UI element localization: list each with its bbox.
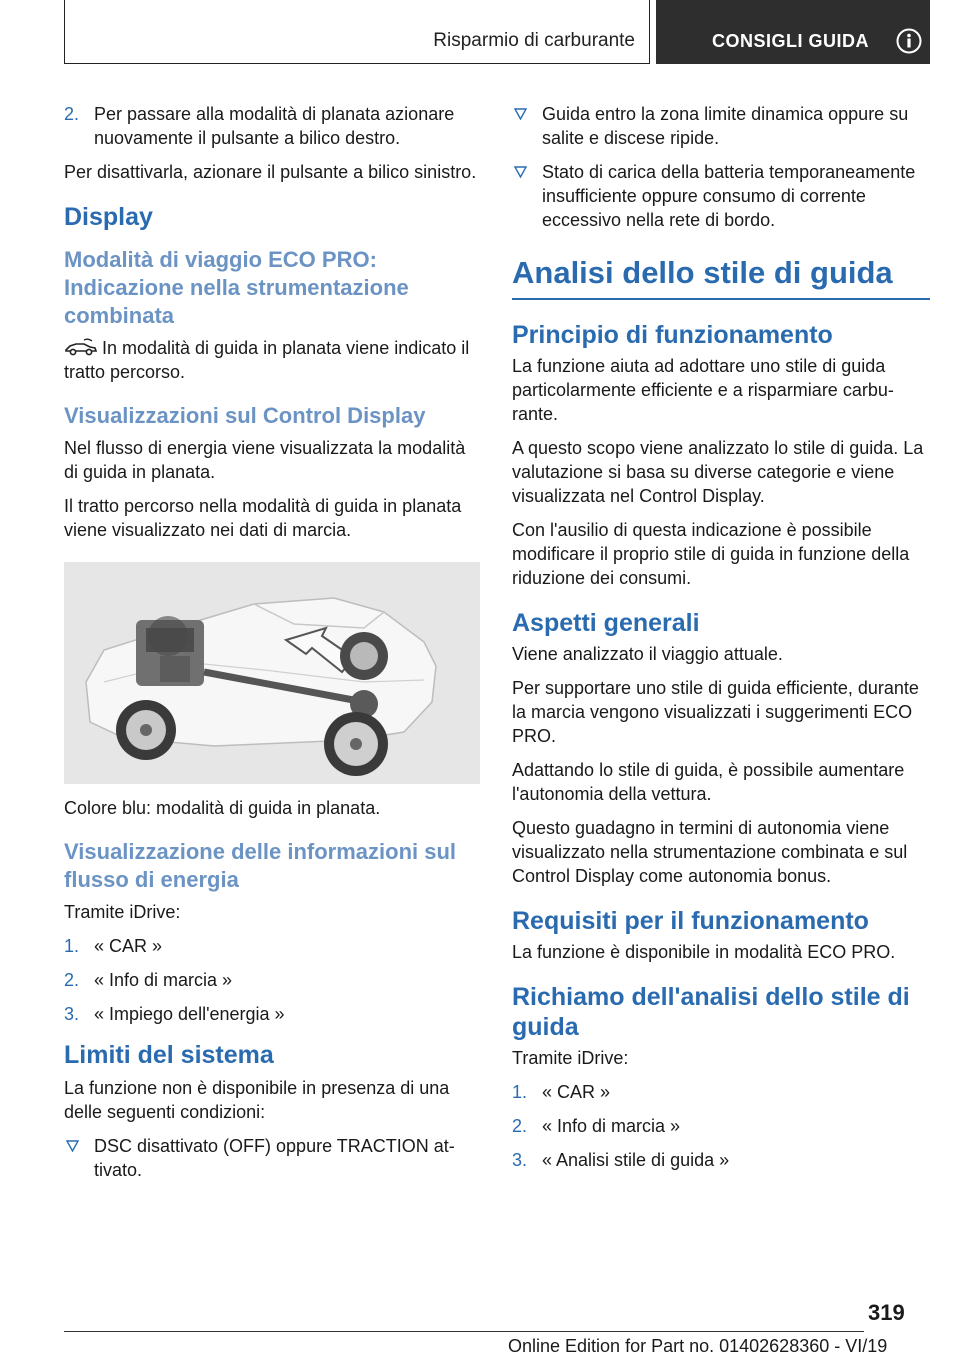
section-title-call: Richiamo dell'analisi dello stile di guida (512, 983, 910, 1041)
car-drivetrain-illustration (64, 562, 480, 784)
list-item (64, 934, 482, 958)
paragraph: La funzione è disponibile in modalità ECO PRO. (512, 942, 896, 962)
bullet-text: Guida entro la zona limite dinamica oppure su salite e discese ripide. (542, 104, 909, 148)
right-column (512, 102, 930, 1182)
paragraph: La funzione aiuta ad adottare uno stile di guida particolarmente efficiente e a risparmiare carburante. (512, 356, 894, 424)
step-number: 2. (512, 1116, 528, 1136)
footer-divider (64, 1331, 864, 1332)
list-item (64, 1134, 482, 1182)
section-title-requirements: Requisiti per il funzionamento (512, 907, 869, 935)
list-item (512, 1148, 930, 1172)
list-item (64, 1002, 482, 1026)
triangle-bullet-icon (514, 108, 527, 120)
paragraph: A questo scopo viene analizzato lo stile di guida. La valutazione si basa su diverse categorie e viene visualizzata nel Control Display. (512, 438, 924, 506)
info-icon (896, 28, 922, 54)
triangle-bullet-icon (66, 1140, 79, 1152)
front-wheel-far (148, 616, 188, 656)
step-number: 2. (64, 104, 80, 124)
coasting-car-icon (64, 338, 98, 356)
section-title-principle: Principio di funzionamento (512, 321, 833, 349)
subsection-title-eco: Modalità di viaggio ECO PRO: Indicazione nella strumentazione combinata (64, 247, 409, 328)
section-title-limits: Limiti del sistema (64, 1041, 274, 1069)
step-number: 3. (512, 1150, 528, 1170)
step-text: « CAR » (542, 1082, 611, 1102)
paragraph: La funzione non è disponibile in presenza di una delle seguenti condizioni: (64, 1078, 450, 1122)
paragraph: Viene analizzato il viaggio attuale. (512, 644, 783, 664)
eco-text: In modalità di guida in planata viene indicato il tratto percorso. (64, 338, 470, 382)
section-divider (512, 298, 930, 300)
rear-wheel-far (340, 632, 388, 680)
subsection-title-energy-flow: Visualizzazione delle informazioni sul flusso di energia (64, 839, 457, 892)
paragraph: Questo guadagno in termini di autonomia viene visualizzato nella strumentazione combinata e sul Control Display come autonomia bonus. (512, 818, 908, 886)
header-section-title: Risparmio di carburante (433, 30, 635, 51)
step-text: « CAR » (94, 936, 163, 956)
page-number: 319 (868, 1300, 905, 1325)
step-text: Per passare alla modalità di planata azionare nuovamente il pulsante a bilico destro. (94, 104, 455, 148)
list-item (64, 102, 482, 150)
header-section-box (64, 0, 650, 64)
paragraph (64, 336, 482, 384)
list-item (512, 102, 930, 150)
paragraph: Adattando lo stile di guida, è possibile aumentare l'autonomia della vettura. (512, 760, 905, 804)
figure-caption: Colore blu: modalità di guida in planata. (64, 798, 381, 818)
paragraph: Il tratto percorso nella modalità di guida in planata viene visualizzato nei dati di marcia. (64, 496, 462, 540)
section-title-display: Display (64, 203, 153, 231)
rear-wheel (324, 712, 388, 776)
list-item (512, 160, 930, 232)
header-chapter-title: CONSIGLI GUIDA (712, 31, 870, 51)
list-item (512, 1114, 930, 1138)
chapter-section-title: Analisi dello stile di guida (512, 255, 893, 290)
step-number: 2. (64, 970, 80, 990)
footer-edition: Online Edition for Part no. 01402628360 - VI/19 (508, 1336, 888, 1356)
step-text: « Analisi stile di guida » (542, 1150, 730, 1170)
step-text: « Info di marcia » (542, 1116, 681, 1136)
paragraph: Con l'ausilio di questa indicazione è possibile modificare il proprio stile di guida in funzione della riduzione dei consumi. (512, 520, 910, 588)
step-number: 3. (64, 1004, 80, 1024)
triangle-bullet-icon (514, 166, 527, 178)
paragraph: Tramite iDrive: (64, 902, 181, 922)
bullet-text: Stato di carica della batteria temporaneamente insufficiente oppure consumo di corrente eccessivo nella rete di bordo. (542, 162, 916, 230)
bullet-text: DSC disattivato (OFF) oppure TRACTION attivato. (94, 1136, 455, 1180)
paragraph: Nel flusso di energia viene visualizzata la modalità di guida in planata. (64, 438, 466, 482)
paragraph: Per disattivarla, azionare il pulsante a bilico sinistro. (64, 162, 477, 182)
list-item (512, 1080, 930, 1104)
paragraph: Tramite iDrive: (512, 1048, 629, 1068)
header-chapter-box (656, 0, 930, 64)
paragraph: Per supportare uno stile di guida efficiente, durante la marcia vengono visualizzati i suggerimenti ECO PRO. (512, 678, 919, 746)
section-title-general: Aspetti generali (512, 609, 700, 637)
front-wheel (116, 700, 176, 760)
subsection-title-control-display: Visualizzazioni sul Control Display (64, 403, 426, 428)
step-number: 1. (512, 1082, 528, 1102)
step-number: 1. (64, 936, 80, 956)
left-column (64, 102, 482, 1192)
list-item (64, 968, 482, 992)
car-illustration-svg (64, 562, 480, 784)
step-text: « Impiego dell'energia » (94, 1004, 285, 1024)
step-text: « Info di marcia » (94, 970, 233, 990)
